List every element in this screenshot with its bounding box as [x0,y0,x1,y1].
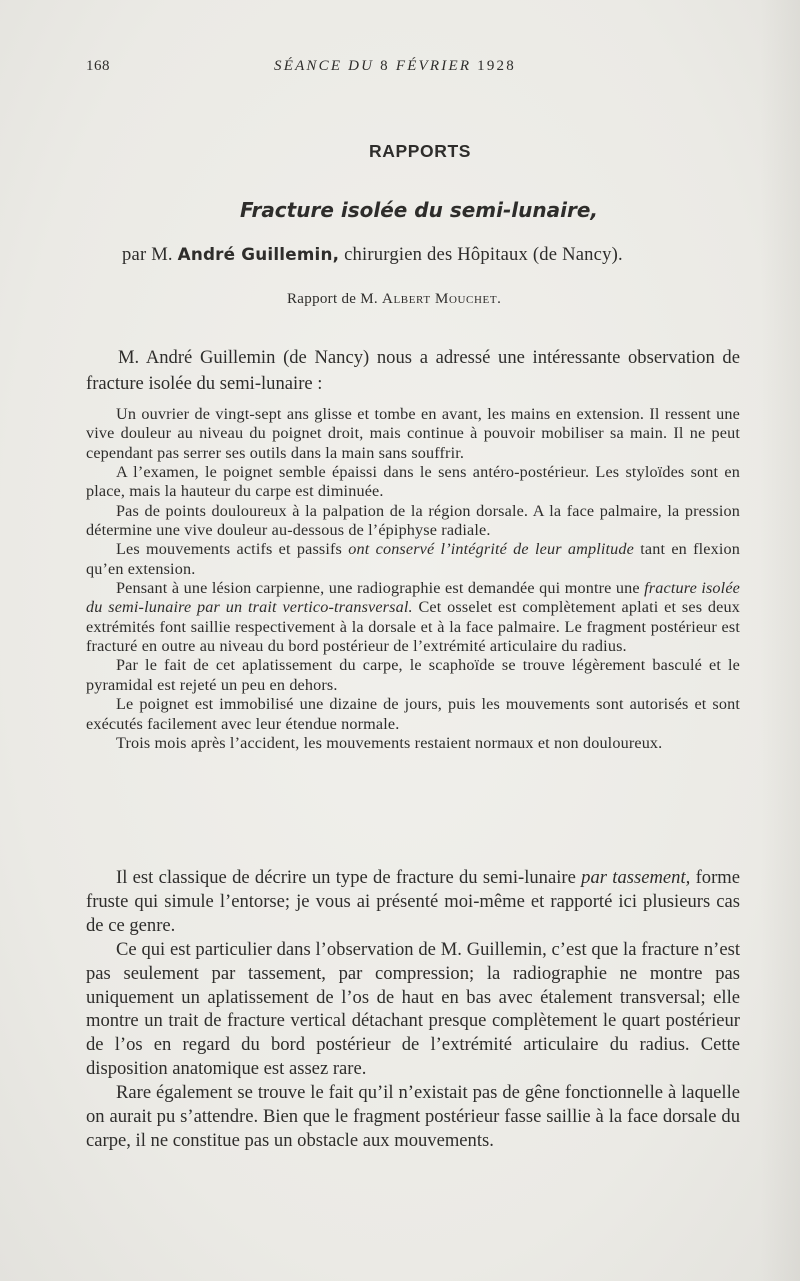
discussion-paragraph-3: Rare également se trouve le fait qu’il n’existait pas de gêne fonctionnelle à laquelle on aurait pu s’attendre. Bien que le fragment postérieur fasse saillie à la face dorsale du carpe, il ne constitue pas un obstacle aux mouvements. [86,1082,740,1151]
report-line [287,291,502,308]
observation-paragraph-2: A l’examen, le poignet semble épaissi dans le sens antéro-postérieur. Les styloïdes sont en place, mais la hauteur du carpe est diminuée. [86,463,740,501]
page-header [86,58,556,80]
reporter-name: Albert Mouchet. [382,291,502,307]
observation-paragraph-7: Le poignet est immobilisé une dizaine de jours, puis les mouvements sont autorisés et sont exécutés facilement avec leur étendue normale. [86,695,740,733]
intro-paragraph [86,345,740,397]
discussion-paragraph-1 [86,866,740,938]
article-title: Fracture isolée du semi-lunaire, [239,198,598,222]
observation-p5-italic: fracture isolée du semi-lunaire par un trait vertico-transversal. [86,579,740,617]
running-title-prefix: SÉANCE DU [274,58,375,74]
byline-suffix: chirurgien des Hôpitaux (de Nancy). [344,244,623,265]
byline-author: André Guillemin, [177,244,340,264]
observation-p5-c: Cet osselet est complètement aplati et ses deux extrémités font saillie respectivement à la dorsale et à la face palmaire. Le fragment postérieur est fracturé en outre au niveau du bord postérieur de l’extrémité articulaire du radius. [86,598,741,656]
running-title-year: 1928 [477,58,516,74]
observation-p4-italic: ont conservé l’intégrité de leur amplitude [348,540,634,559]
page-number: 168 [86,58,110,74]
observation-paragraph-6: Par le fait de cet aplatissement du carpe, le scaphoïde se trouve légèrement basculé et le pyramidal est rejeté un peu en dehors. [86,656,740,694]
observation-p5-a: Pensant à une lésion carpienne, une radiographie est demandée qui montre une [116,579,640,598]
observation-paragraph-5 [86,579,740,656]
discussion-paragraph-2: Ce qui est particulier dans l’observation de M. Guillemin, c’est que la fracture n’est pas seulement par tassement, par compression; la radiographie ne montre pas uniquement un aplatissement de l’os de haut en bas avec étalement transversal; elle montre un trait de fracture vertical détachant presque complètement le quart postérieur de l’os en regard du bord postérieur de l’extrémité articulaire du radius. Cette disposition anatomique est assez rare. [86,938,740,1080]
section-title: RAPPORTS [368,141,472,161]
page-edge-shadow [760,0,800,1281]
discussion-p1-a: Il est classique de décrire un type de fracture du semi-lunaire [116,867,576,888]
byline [122,244,623,266]
observation-p4-a: Les mouvements actifs et passifs [116,540,343,559]
running-title-month: FÉVRIER [395,58,472,74]
observation-paragraph-8: Trois mois après l’accident, les mouvements restaient normaux et non douloureux. [116,733,663,752]
observation-paragraph-3: Pas de points douloureux à la palpation de la région dorsale. A la face palmaire, la pression détermine une vive douleur au-dessous de l’épiphyse radiale. [86,501,740,540]
discussion-p1-italic: par tassement, [581,867,691,888]
report-prefix: Rapport de M. [287,291,378,307]
observation-paragraph-4 [86,540,740,579]
byline-prefix: par M. [122,244,173,265]
discussion-block [86,866,740,1153]
observation-block [86,405,740,753]
observation-paragraph-1: Un ouvrier de vingt-sept ans glisse et tombe en avant, les mains en extension. Il ressent une vive douleur au niveau du poignet droit, mais continue à pouvoir mobiliser sa main. Il ne peut cependant pas serrer ses outils dans la main sans souffrir. [86,405,740,462]
discussion-p1-c: forme fruste qui simule l’entorse; je vous ai présenté moi-même et rapporté ici plusieurs cas de ce genre. [86,867,740,936]
observation-p4-c: tant en flexion qu’en extension. [86,540,741,578]
running-title-number: 8 [380,58,390,74]
running-title [274,58,516,75]
intro-text: M. André Guillemin (de Nancy) nous a adressé une intéressante observation de fracture isolée du semi-lunaire : [86,347,740,394]
